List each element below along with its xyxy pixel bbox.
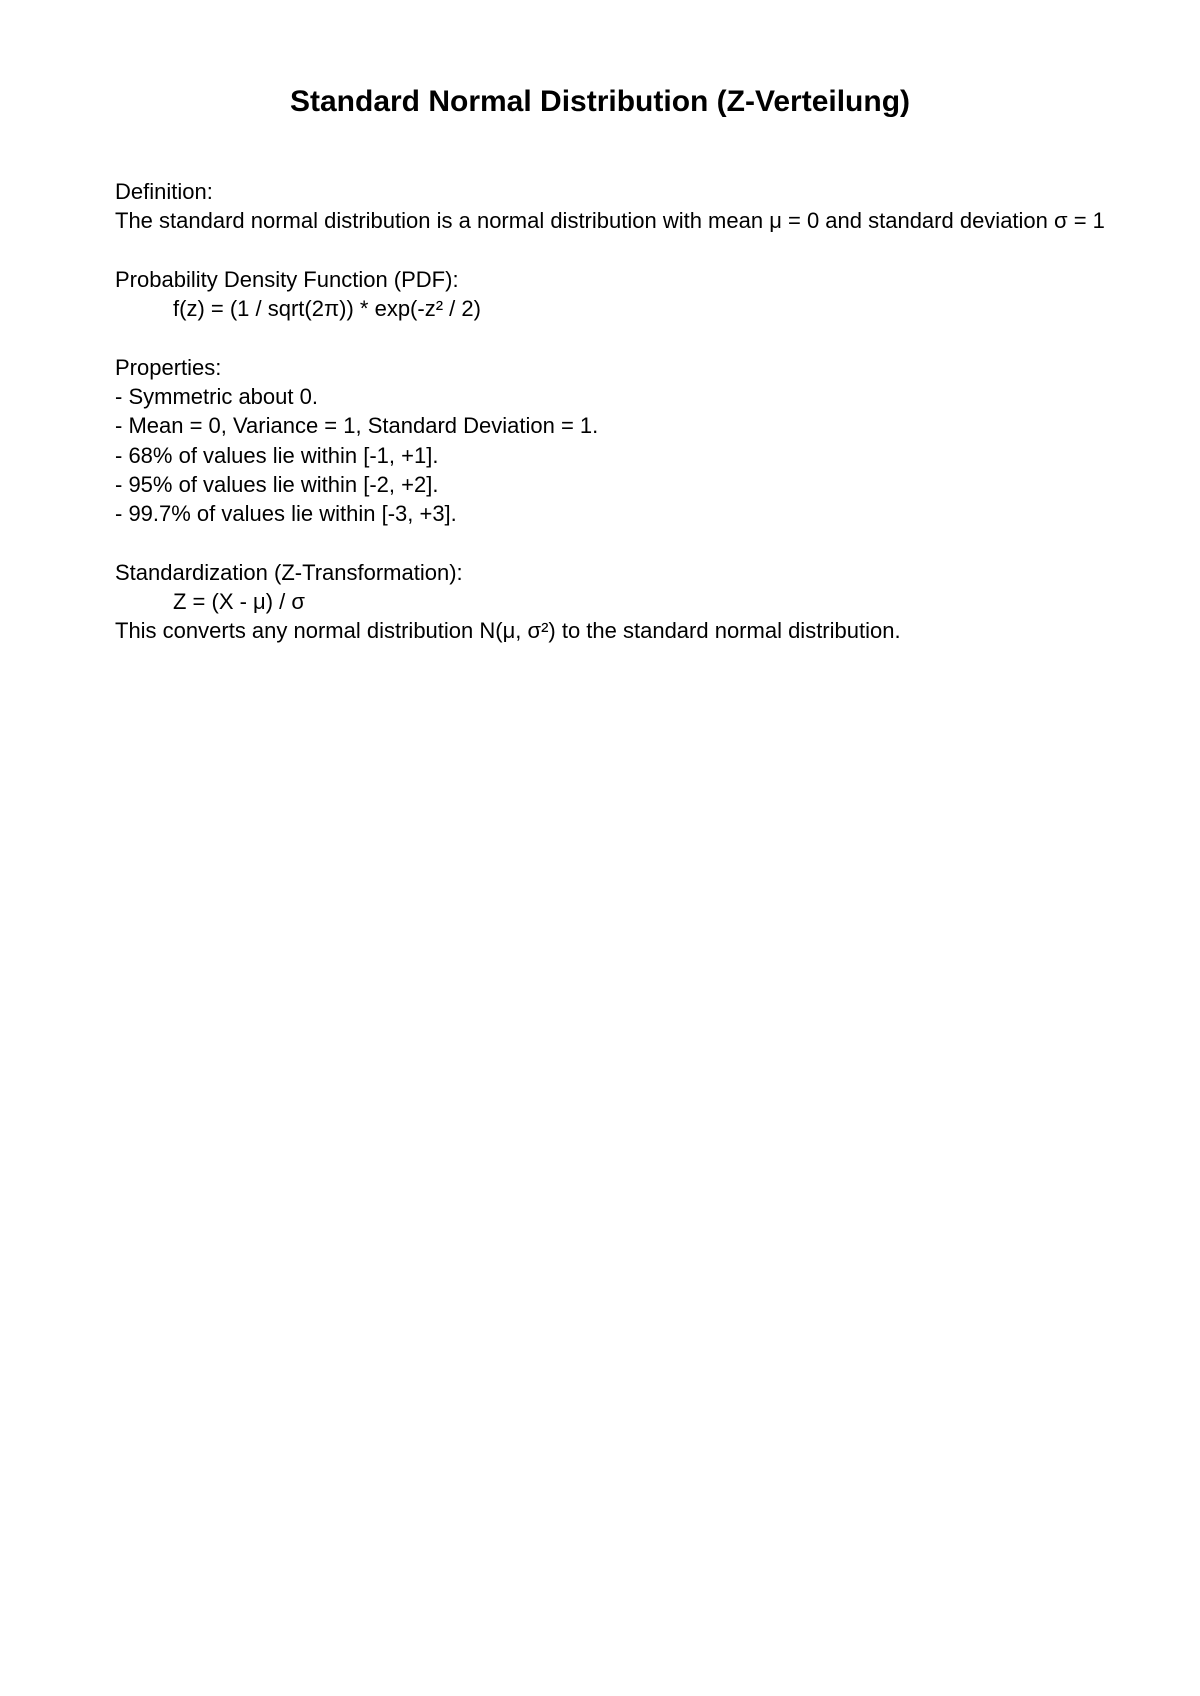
spacer	[115, 323, 1195, 352]
spacer	[115, 236, 1195, 265]
property-item: - Symmetric about 0.	[115, 384, 318, 410]
document-body	[115, 177, 1195, 646]
pdf-heading: Probability Density Function (PDF):	[115, 266, 459, 292]
property-item: - 95% of values lie within [-2, +2].	[115, 471, 439, 497]
spacer	[115, 529, 1195, 558]
definition-text: The standard normal distribution is a normal distribution with mean μ = 0 and standard deviation σ = 1	[115, 208, 1105, 234]
property-item: - 99.7% of values lie within [-3, +3].	[115, 501, 457, 527]
pdf-formula: f(z) = (1 / sqrt(2π)) * exp(-z² / 2)	[173, 296, 481, 322]
standardization-formula: Z = (X - μ) / σ	[173, 589, 305, 615]
definition-heading: Definition:	[115, 179, 213, 204]
standardization-heading: Standardization (Z-Transformation):	[115, 559, 463, 585]
property-item: - 68% of values lie within [-1, +1].	[115, 442, 439, 468]
properties-heading: Properties:	[115, 354, 222, 380]
page-title: Standard Normal Distribution (Z-Verteilung)	[289, 85, 911, 118]
standardization-text: This converts any normal distribution N(μ, σ²) to the standard normal distribution.	[115, 618, 901, 644]
property-item: - Mean = 0, Variance = 1, Standard Deviation = 1.	[115, 413, 599, 439]
